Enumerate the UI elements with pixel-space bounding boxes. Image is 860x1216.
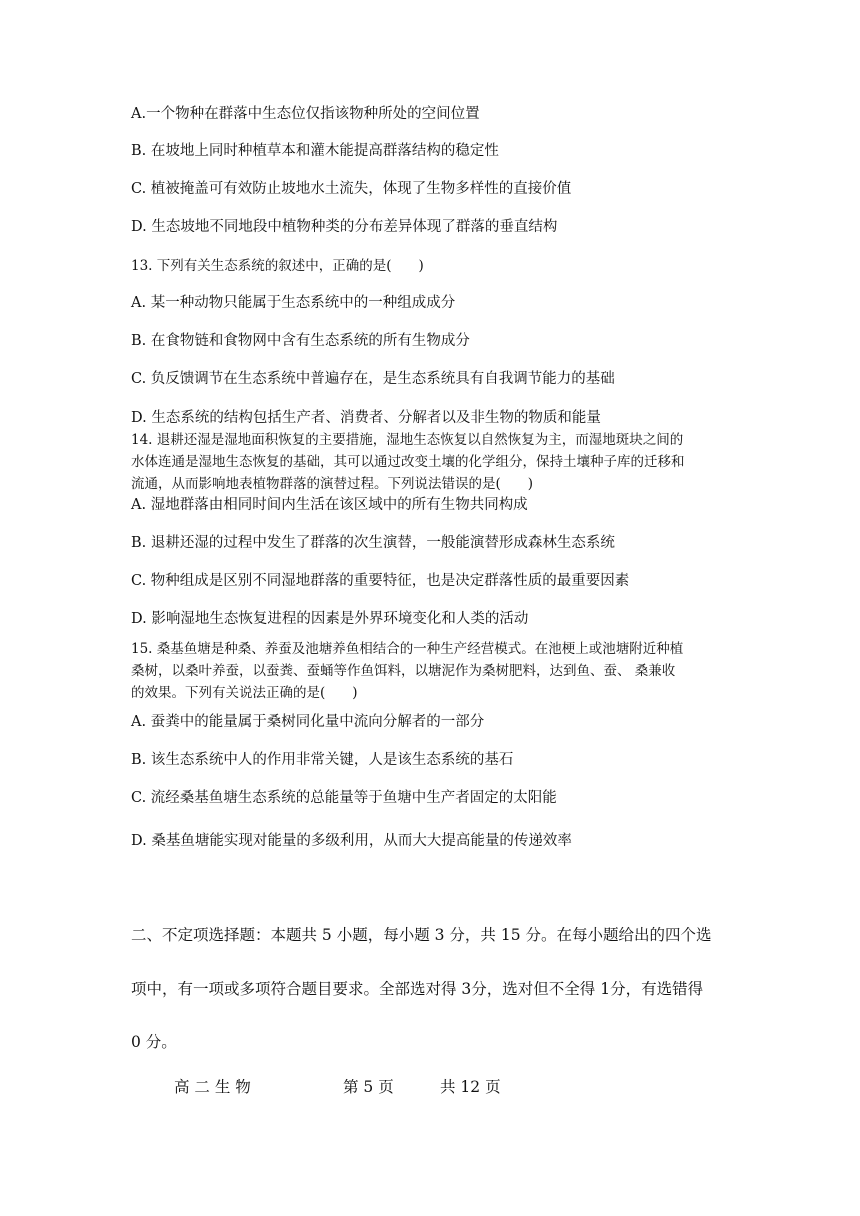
section2-line-1: 二、不定项选择题：本题共 5 小题，每小题 3 分，共 15 分。在每小题给出的四个选 <box>131 926 712 944</box>
q12-option-c: C. 植被掩盖可有效防止坡地水土流失，体现了生物多样性的直接价值 <box>131 181 572 197</box>
q13-option-d: D. 生态系统的结构包括生产者、消费者、分解者以及非生物的物质和能量 <box>131 410 601 426</box>
footer-page-number: 第 5 页 <box>343 1078 394 1096</box>
q14-option-d: D. 影响湿地生态恢复进程的因素是外界环境变化和人类的活动 <box>131 611 529 627</box>
q15-option-a: A. 蚕粪中的能量属于桑树同化量中流向分解者的一部分 <box>131 714 485 730</box>
section2-line-3: 0 分。 <box>131 1033 177 1051</box>
footer-subject: 高 二 生 物 <box>174 1078 251 1096</box>
q12-option-b: B. 在坡地上同时种植草本和灌木能提高群落结构的稳定性 <box>131 143 499 159</box>
q15-stem-line-3: 的效果。下列有关说法正确的是( ) <box>131 685 358 701</box>
q15-option-c: C. 流经桑基鱼塘生态系统的总能量等于鱼塘中生产者固定的太阳能 <box>131 790 557 806</box>
q13-stem: 13. 下列有关生态系统的叙述中，正确的是( ) <box>131 258 424 274</box>
q14-option-a: A. 湿地群落由相同时间内生活在该区域中的所有生物共同构成 <box>131 497 528 513</box>
q14-option-b: B. 退耕还湿的过程中发生了群落的次生演替，一般能演替形成森林生态系统 <box>131 535 615 551</box>
q14-stem-line-1: 14. 退耕还湿是湿地面积恢复的主要措施，湿地生态恢复以自然恢复为主，而湿地斑块之间的 <box>131 432 684 448</box>
section2-line-2: 项中，有一项或多项符合题目要求。全部选对得 3分，选对但不全得 1分，有选错得 <box>131 980 704 998</box>
q15-stem-line-1: 15. 桑基鱼塘是种桑、养蚕及池塘养鱼相结合的一种生产经营模式。在池梗上或池塘附近种植 <box>131 641 684 657</box>
q14-option-c: C. 物种组成是区别不同湿地群落的重要特征，也是决定群落性质的最重要因素 <box>131 573 630 589</box>
q15-stem-line-2: 桑树，以桑叶养蚕，以蚕粪、蚕蛹等作鱼饵料，以塘泥作为桑树肥料，达到鱼、蚕、 桑兼收 <box>131 663 676 679</box>
q13-option-b: B. 在食物链和食物网中含有生态系统的所有生物成分 <box>131 333 470 349</box>
q13-option-c: C. 负反馈调节在生态系统中普遍存在，是生态系统具有自我调节能力的基础 <box>131 371 615 387</box>
footer-total-pages: 共 12 页 <box>440 1078 501 1096</box>
q12-option-d: D. 生态坡地不同地段中植物种类的分布差异体现了群落的垂直结构 <box>131 219 558 235</box>
q15-option-d: D. 桑基鱼塘能实现对能量的多级利用，从而大大提高能量的传递效率 <box>131 833 572 849</box>
q13-option-a: A. 某一种动物只能属于生态系统中的一种组成成分 <box>131 295 456 311</box>
q12-option-a: A.一个物种在群落中生态位仅指该物种所处的空间位置 <box>131 106 480 122</box>
q15-option-b: B. 该生态系统中人的作用非常关键，人是该生态系统的基石 <box>131 752 514 768</box>
q14-stem-line-3: 流通，从而影响地表植物群落的演替过程。下列说法错误的是( ) <box>131 476 534 492</box>
q14-stem-line-2: 水体连通是湿地生态恢复的基础，其可以通过改变土壤的化学组分，保持土壤种子库的迁移和 <box>131 454 685 470</box>
